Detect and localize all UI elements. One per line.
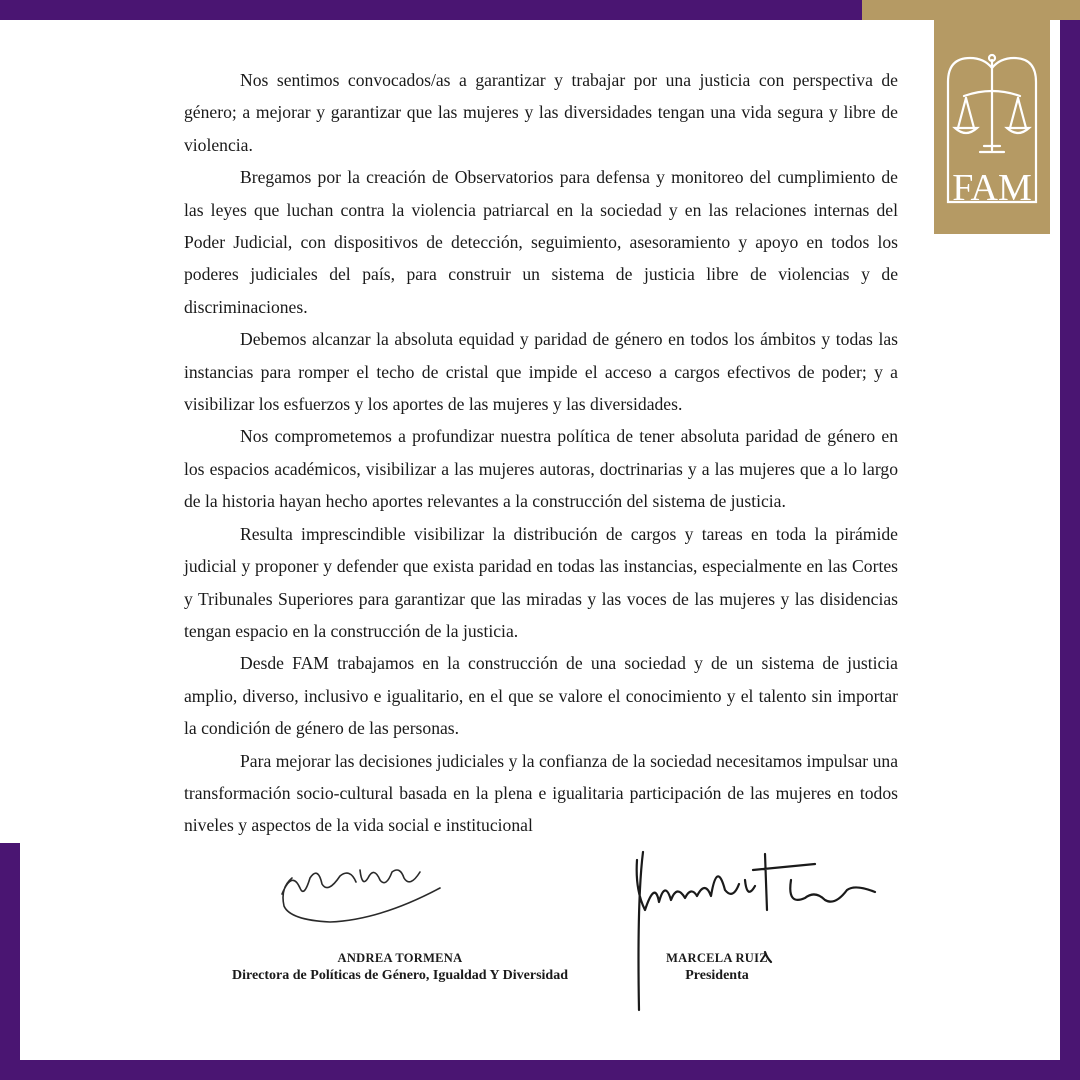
signature-marcela-ruiz bbox=[615, 840, 895, 1015]
signer-name: ANDREA TORMENA bbox=[337, 951, 463, 965]
right-border bbox=[1060, 20, 1080, 1080]
top-border-gold bbox=[862, 0, 1080, 20]
bottom-border bbox=[0, 1060, 1080, 1080]
signer-role: Directora de Políticas de Género, Igualdad Y Diversidad bbox=[232, 968, 568, 983]
signer-andrea bbox=[200, 950, 600, 986]
paragraph: Debemos alcanzar la absoluta equidad y paridad de género en todos los ámbitos y todas las instancias para romper el techo de cristal que impide el acceso a cargos efectivos de poder; y a visibilizar los esfuerzos y los aportes de las mujeres y las diversidades. bbox=[184, 329, 898, 415]
signature-andrea-tormena bbox=[270, 848, 450, 928]
left-border bbox=[0, 843, 20, 1080]
signer-name: MARCELA RUIZ bbox=[666, 951, 768, 965]
paragraph: Desde FAM trabajamos en la construcción de una sociedad y de un sistema de justicia amplio, diverso, inclusivo e igualitario, en el que se valore el conocimiento y el talento sin importar la condición de género de las personas. bbox=[184, 653, 898, 739]
paragraph: Nos comprometemos a profundizar nuestra política de tener absoluta paridad de género en los espacios académicos, visibilizar a las mujeres autoras, doctrinarias y a las mujeres que a lo largo de la historia hayan hecho aportes relevantes a la construcción del sistema de justicia. bbox=[184, 426, 898, 512]
signer-role: Presidenta bbox=[685, 968, 749, 983]
letter-body bbox=[184, 64, 898, 842]
paragraph: Resulta imprescindible visibilizar la distribución de cargos y tareas en toda la pirámide judicial y proponer y defender que exista paridad en todas las instancias, especialmente en las Cortes y Tribunales Superiores para garantizar que las miradas y las voces de las mujeres y las disidencias tengan espacio en la construcción de la justicia. bbox=[184, 523, 898, 641]
top-border-purple bbox=[0, 0, 862, 20]
fam-logo bbox=[934, 20, 1050, 234]
logo-text: FAM bbox=[952, 167, 1032, 209]
paragraph: Bregamos por la creación de Observatorios para defensa y monitoreo del cumplimiento de las leyes que luchan contra la violencia patriarcal en la sociedad y en las relaciones internas del Poder Judicial, con dispositivos de detección, seguimiento, asesoramiento y apoyo en todos los poderes judiciales del país, para construir un sistema de justicia libre de violencias y de discriminaciones. bbox=[184, 167, 898, 317]
signer-marcela bbox=[632, 950, 802, 986]
paragraph: Para mejorar las decisiones judiciales y la confianza de la sociedad necesitamos impulsar una transformación socio-cultural basada en la plena e igualitaria participación de las mujeres en todos niveles y aspectos de la vida social e institucional bbox=[184, 750, 898, 836]
paragraph: Nos sentimos convocados/as a garantizar y trabajar por una justicia con perspectiva de género; a mejorar y garantizar que las mujeres y las diversidades tengan una vida segura y libre de violencia. bbox=[184, 70, 898, 155]
